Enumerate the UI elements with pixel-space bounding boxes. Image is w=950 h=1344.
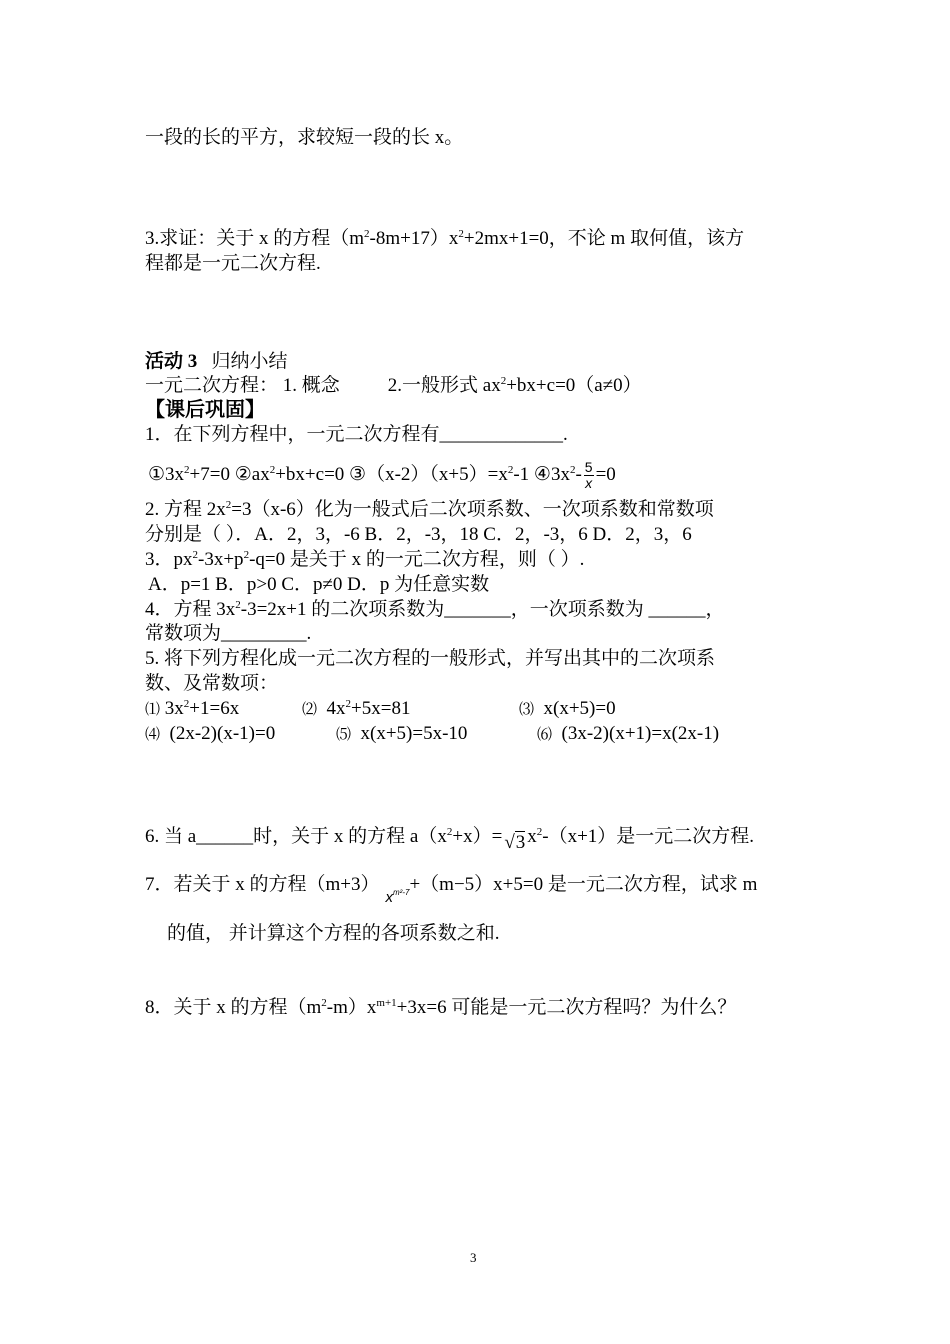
radicand: 3 xyxy=(515,832,526,853)
denominator: x xyxy=(585,475,593,491)
text: 4x xyxy=(326,698,346,719)
question-1-options xyxy=(148,460,616,491)
text: (2x-2)(x-1)=0 xyxy=(169,723,276,744)
activity-3-heading xyxy=(145,350,288,374)
text: 1．在下列方程中，一元二次方程有_____________. xyxy=(145,424,568,445)
text: +1=6x xyxy=(189,698,240,719)
numerator: 5 xyxy=(584,459,593,475)
exponent: 2 xyxy=(364,228,370,240)
exponent: 2 xyxy=(321,997,327,1009)
text: 数、及常数项： xyxy=(145,673,279,694)
text: 一段的长的平方，求较短一段的长 x。 xyxy=(145,127,464,148)
text: - xyxy=(575,464,582,485)
text: +7=0 ②ax xyxy=(189,464,270,485)
text: +（m−5）x+5=0 是一元二次方程，试求 m xyxy=(409,874,758,895)
exponent: 2 xyxy=(225,499,232,511)
text: 5. 将下列方程化成一元二次方程的一般形式，并写出其中的二次项系 xyxy=(145,648,716,669)
equation-3 xyxy=(519,697,616,722)
text: 3．px xyxy=(145,549,193,570)
summary-line xyxy=(145,374,642,398)
radical-sign: √ xyxy=(504,832,515,853)
text: -m）x xyxy=(326,997,377,1018)
equation-4 xyxy=(145,722,275,747)
question-3-options xyxy=(148,573,489,597)
equation-1 xyxy=(145,697,239,722)
text: -（x+1）是一元二次方程. xyxy=(542,826,755,847)
question-4-cont xyxy=(145,622,311,646)
text: 3.求证：关于 x 的方程（m xyxy=(145,228,365,249)
text: 程都是一元二次方程. xyxy=(145,253,321,274)
item-number: ⑴ xyxy=(145,702,161,718)
square-root xyxy=(504,831,525,855)
section-heading xyxy=(145,398,265,422)
exponent: 2 xyxy=(235,599,241,611)
text: =3（x-6）化为一般式后二次项系数、一次项系数和常数项 xyxy=(231,499,714,520)
text: -3=2x+1 的二次项系数为_______，一次项系数为 ______， xyxy=(240,599,725,620)
text: -3x+p xyxy=(198,549,244,570)
text: +bx+c=0（a≠0） xyxy=(506,375,642,396)
text: ①3x xyxy=(148,464,185,485)
text: -1 ④3x xyxy=(513,464,570,485)
equation-5 xyxy=(336,722,467,747)
question-7 xyxy=(145,873,758,906)
exponent: 2 xyxy=(500,375,507,387)
item-number: ⑶ xyxy=(519,702,535,718)
exponent: m+1 xyxy=(376,997,397,1009)
question-7-cont xyxy=(167,922,500,946)
equation-6 xyxy=(537,722,719,747)
exponent: m²-7 xyxy=(393,888,410,897)
text: 分别是（ ）．A．2，3，-6 B．2，-3，18 C．2，-3，6 D．2，3，6 xyxy=(145,524,692,545)
question-1 xyxy=(145,423,568,447)
text: 3x xyxy=(164,698,184,719)
item-number: ⑷ xyxy=(145,727,161,743)
text: +5x=81 xyxy=(351,698,411,719)
activity-title: 活动 3 xyxy=(145,351,198,372)
exponent: 2 xyxy=(569,464,576,476)
text: -q=0 是关于 x 的一元二次方程，则（ ）. xyxy=(249,549,585,570)
exponent: 2 xyxy=(269,464,276,476)
text: 【课后巩固】 xyxy=(145,399,265,421)
text: -8m+17）x xyxy=(369,228,459,249)
item-number: ⑹ xyxy=(537,727,553,743)
text: 6. 当 a______时，关于 x 的方程 a（x xyxy=(145,826,447,847)
exponent: 2 xyxy=(184,464,190,476)
text: +3x=6 可能是一元二次方程吗？为什么？ xyxy=(396,997,737,1018)
text: 常数项为_________. xyxy=(145,623,312,644)
base: x xyxy=(385,889,393,906)
exponent: 2 xyxy=(345,698,352,710)
text: A．p=1 B．p>0 C．p≠0 D．p 为任意实数 xyxy=(148,574,490,595)
exponent: 2 xyxy=(243,549,250,561)
text: x(x+5)=5x-10 xyxy=(360,723,468,744)
question-6 xyxy=(145,825,755,853)
question-5 xyxy=(145,647,715,671)
text-line-1 xyxy=(145,126,463,150)
equation-2 xyxy=(302,697,410,722)
text: +2mx+1=0，不论 m 取何值，该方 xyxy=(463,228,745,249)
exponent: 2 xyxy=(536,826,543,838)
page-number: 3 xyxy=(470,1250,477,1265)
question-3 xyxy=(145,548,584,572)
exponent: 2 xyxy=(507,464,514,476)
question-2 xyxy=(145,498,714,522)
text: +bx+c=0 ③（x-2）（x+5）=x xyxy=(275,464,508,485)
text: x(x+5)=0 xyxy=(543,698,616,719)
question-8 xyxy=(145,996,736,1020)
fraction xyxy=(584,460,594,491)
text: +x）= xyxy=(452,826,503,847)
exponent: 2 xyxy=(458,228,464,240)
exponent: 2 xyxy=(183,698,190,710)
question-4 xyxy=(145,598,725,622)
problem-3 xyxy=(145,227,744,251)
text: 2.一般形式 ax xyxy=(387,375,501,396)
text: 8．关于 x 的方程（m xyxy=(145,997,322,1018)
text: 7．若关于 x 的方程（m+3） xyxy=(145,874,380,895)
text: (3x-2)(x+1)=x(2x-1) xyxy=(561,723,720,744)
text: 2. 方程 2x xyxy=(145,499,226,520)
text: 一元二次方程： 1. 概念 xyxy=(145,375,340,396)
exponent: 2 xyxy=(192,549,199,561)
question-2-cont xyxy=(145,523,692,547)
problem-3-cont xyxy=(145,252,321,276)
text: =0 xyxy=(595,464,616,485)
question-5-cont xyxy=(145,672,278,696)
power-term xyxy=(386,889,410,906)
item-number: ⑸ xyxy=(336,727,352,743)
activity-subtitle: 归纳小结 xyxy=(211,351,288,372)
text: 的值， 并计算这个方程的各项系数之和. xyxy=(167,923,500,944)
text: 4．方程 3x xyxy=(145,599,236,620)
exponent: 2 xyxy=(446,826,453,838)
text: x xyxy=(527,826,537,847)
item-number: ⑵ xyxy=(302,702,318,718)
